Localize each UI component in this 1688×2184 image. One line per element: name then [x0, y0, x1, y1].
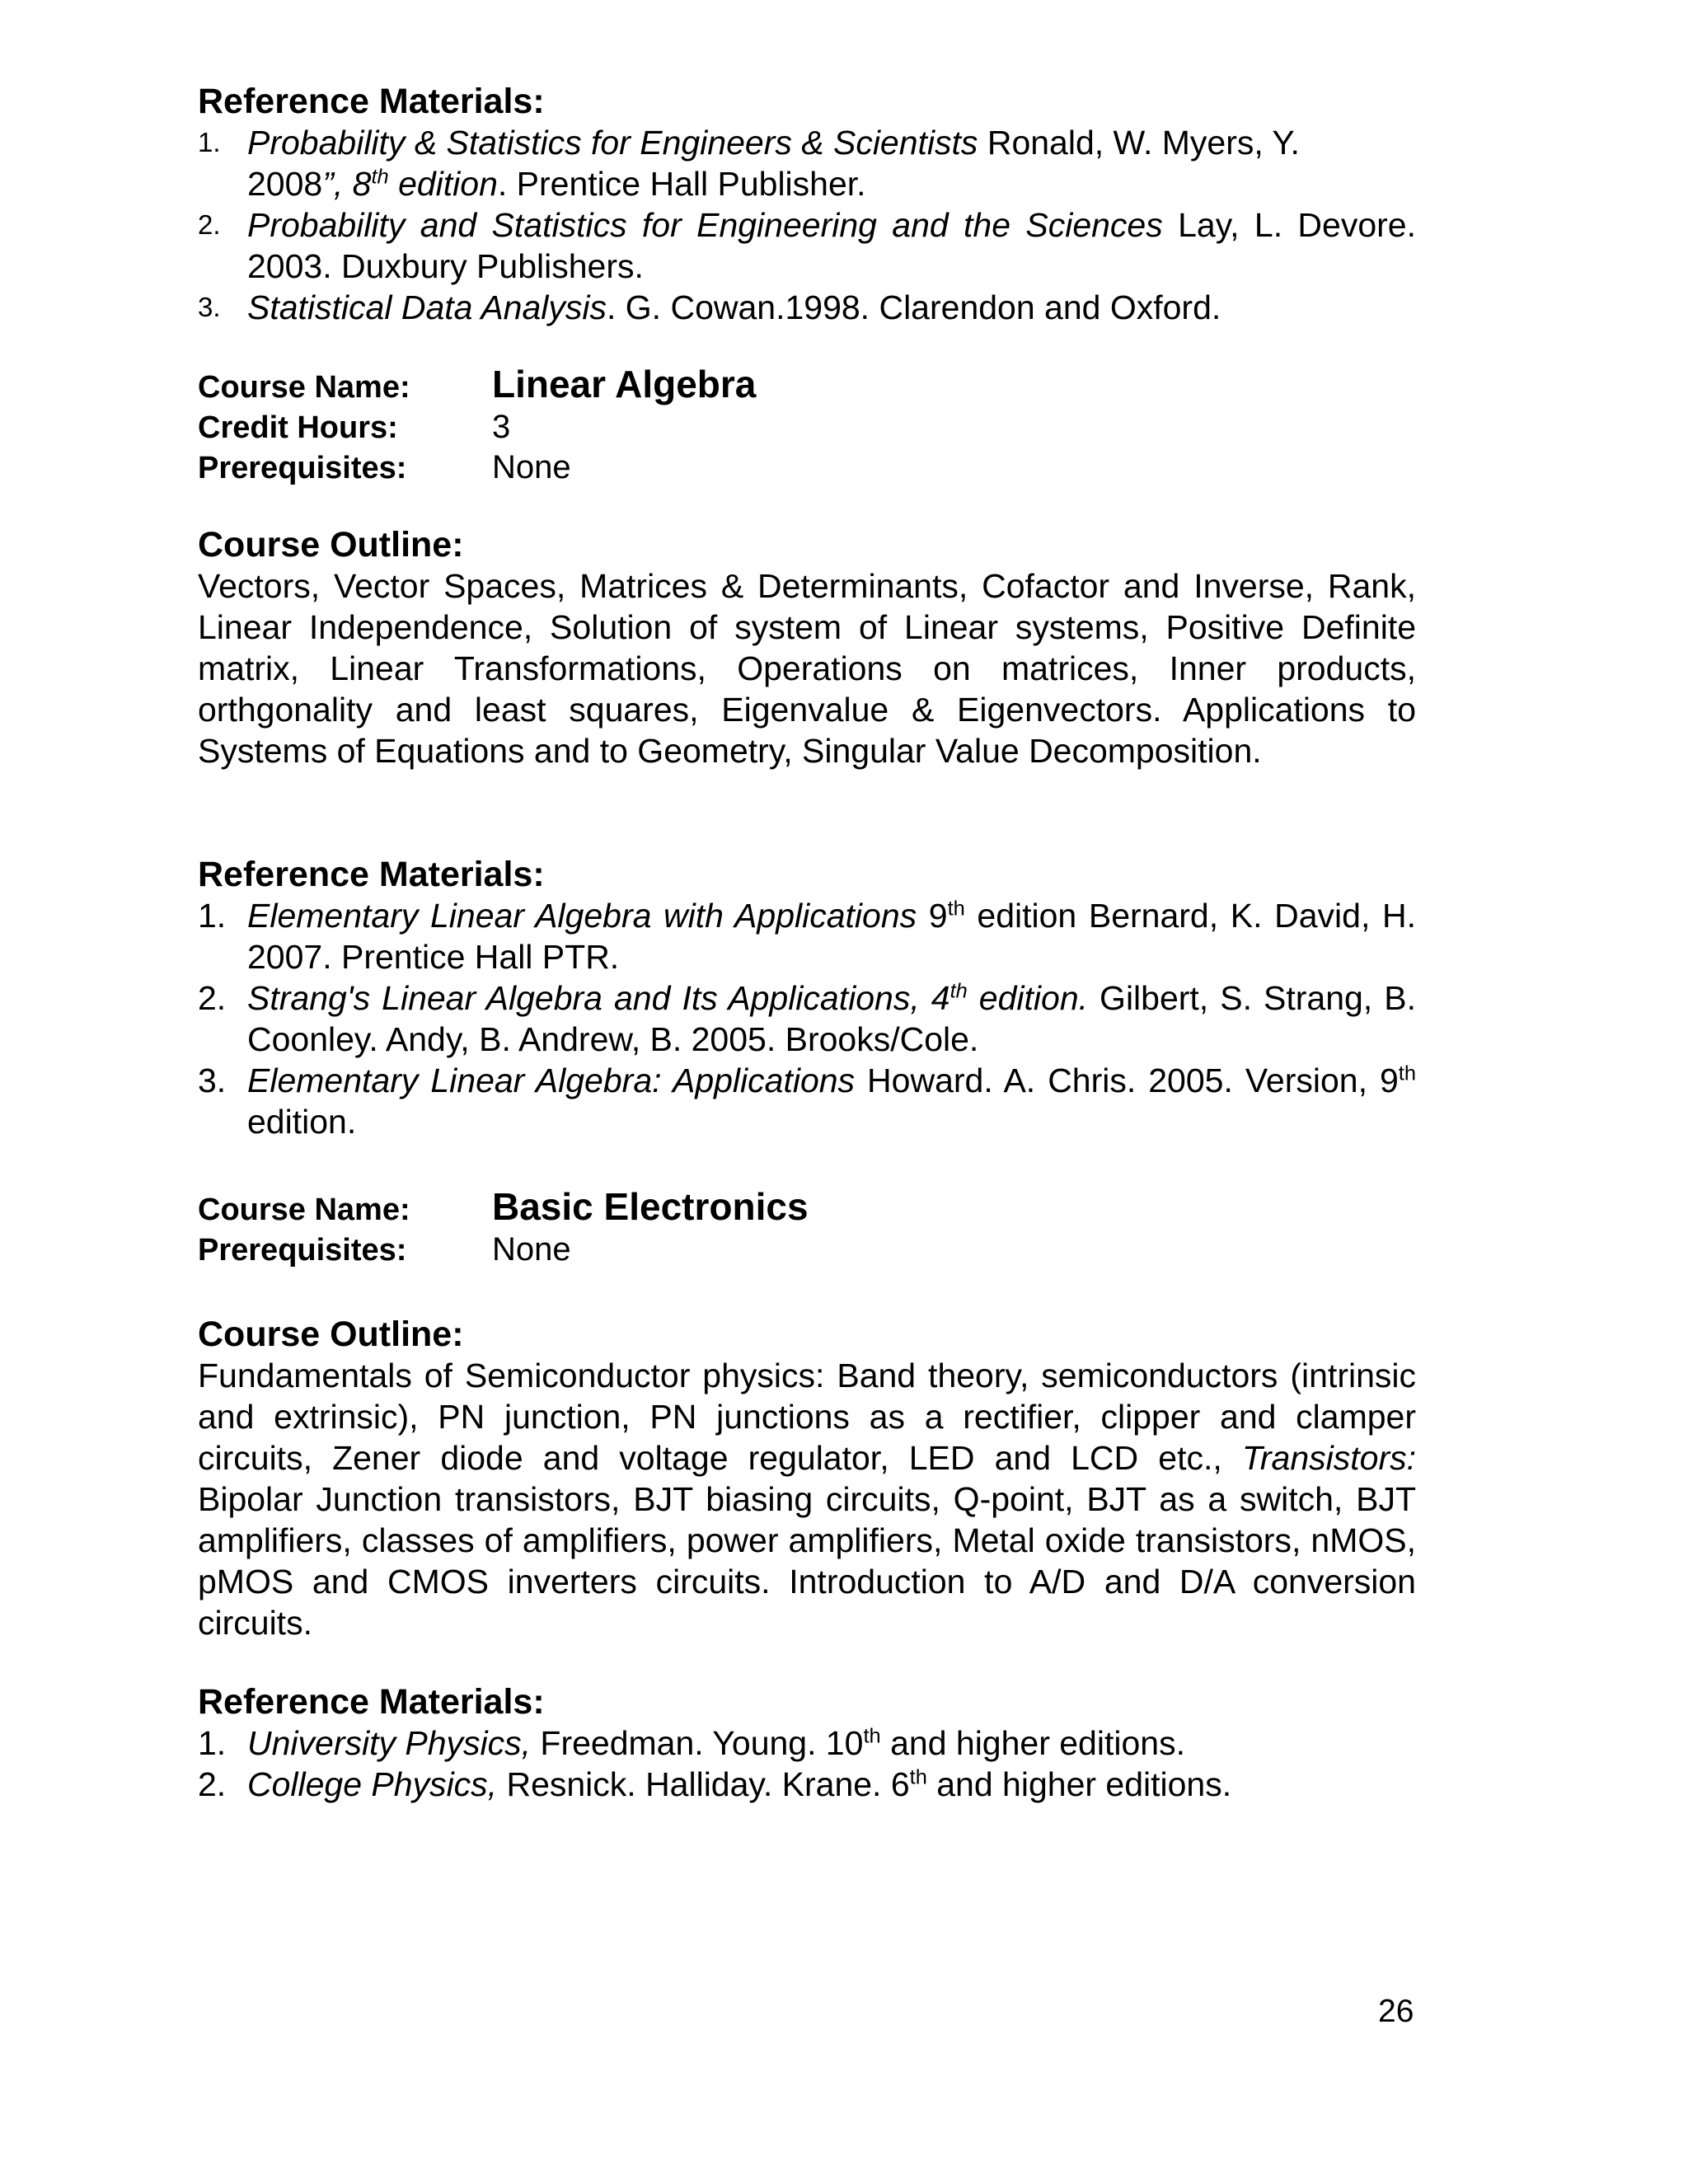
course-info-basic-electronics: [198, 1187, 1416, 1270]
list-number: 1.: [198, 1724, 227, 1762]
prerequisites-row: [198, 1230, 1416, 1270]
reference-title: Probability and Statistics for Engineering and the Sciences: [247, 206, 1163, 244]
course-name: Basic Electronics: [492, 1185, 809, 1228]
reference-details: Howard. A. Chris. 2005. Version, 9: [855, 1062, 1399, 1099]
edition-sup: th: [863, 1724, 881, 1748]
reference-details: Ronald, W. Myers, Y.: [978, 124, 1300, 162]
list-number: 2.: [198, 1765, 227, 1803]
course-outline-text: Vectors, Vector Spaces, Matrices & Determinants, Cofactor and Inverse, Rank, Linear Independence, Solution of system of Linear systems, Positive Definite matrix, Linear Transformations, Operations on matrices, Inner products, orthgonality and least squares, Eigenvalue & Eigenvectors. Applications to Systems of Equations and to Geometry, Singular Value Decomposition.: [198, 567, 1416, 770]
reference-title: Elementary Linear Algebra with Applications: [247, 897, 917, 935]
edition-sup: th: [371, 165, 389, 189]
course-name-label: Course Name:: [198, 370, 410, 405]
reference-edition: edition.: [247, 1103, 357, 1141]
course-outline-text: [198, 1355, 1416, 1643]
page-number: 26: [1378, 1994, 1414, 2029]
prerequisites-value: None: [492, 1231, 571, 1268]
reference-details: Lay, L. Devore. 2003. Duxbury Publishers.: [247, 206, 1416, 285]
prerequisites-value: None: [492, 449, 571, 485]
edition-sup: th: [947, 897, 965, 921]
outline-transistors-label: Transistors:: [1241, 1439, 1416, 1477]
edition-sup: th: [909, 1765, 927, 1789]
course-name: Linear Algebra: [492, 363, 757, 405]
prerequisites-row: [198, 448, 1416, 488]
list-number: 1.: [198, 127, 221, 157]
reference-title: University Physics,: [247, 1724, 532, 1762]
list-number: 1.: [198, 897, 227, 935]
list-number: 3.: [198, 292, 221, 322]
reference-details: Gilbert, S. Strang, B. Coonley. Andy, B. Andrew, B. 2005. Brooks/Cole.: [247, 979, 1416, 1058]
edition-sup: th: [1398, 1062, 1416, 1085]
prerequisites-label: Prerequisites:: [198, 451, 407, 485]
reference-materials-heading: Reference Materials:: [198, 855, 545, 894]
course-name-row: [198, 364, 1416, 407]
reference-title: College Physics,: [247, 1765, 498, 1803]
credit-hours-row: [198, 407, 1416, 448]
outline-part-b: Bipolar Junction transistors, BJT biasing circuits, Q-point, BJT as a switch, BJT amplifiers, classes of amplifiers, power amplifiers, Metal oxide transistors, nMOS, pMOS and CMOS inverters circuits. Introduction to A/D and D/A conversion circuits.: [198, 1480, 1416, 1642]
reference-materials-heading: Reference Materials:: [198, 1682, 545, 1722]
reference-item: [198, 122, 1416, 204]
course-outline-heading: Course Outline:: [198, 525, 464, 565]
reference-item: [198, 1764, 1416, 1805]
reference-title: Strang's Linear Algebra and Its Applications, 4: [247, 979, 950, 1017]
reference-details: Freedman. Young. 10: [531, 1724, 864, 1762]
reference-title: Probability & Statistics for Engineers & Scientists: [247, 124, 978, 162]
reference-details: Resnick. Halliday. Krane. 6: [497, 1765, 910, 1803]
reference-year: 2008: [247, 165, 323, 203]
list-number: 2.: [198, 979, 227, 1017]
list-number: 3.: [198, 1062, 227, 1099]
reference-title: Elementary Linear Algebra: Applications: [247, 1062, 856, 1099]
reference-title: Statistical Data Analysis: [247, 288, 607, 326]
reference-item: [198, 1722, 1416, 1764]
reference-item: [198, 977, 1416, 1060]
outline-part-a: Fundamentals of Semiconductor physics: Band theory, semiconductors (intrinsic and extrinsic), PN junction, PN junctions as a rectifier, clipper and clamper circuits, Zener diode and voltage regulator, LED and LCD etc.,: [198, 1357, 1416, 1477]
course-outline-heading: Course Outline:: [198, 1315, 464, 1354]
reference-materials-heading: Reference Materials:: [198, 82, 545, 121]
reference-edition-word: edition: [388, 165, 498, 203]
reference-edition: and higher editions.: [926, 1765, 1232, 1803]
course-name-label: Course Name:: [198, 1193, 410, 1227]
reference-edition: and higher editions.: [880, 1724, 1185, 1762]
reference-details: . G. Cowan.1998. Clarendon and Oxford.: [607, 288, 1221, 326]
reference-edition: 9: [917, 897, 948, 935]
course-name-row: [198, 1187, 1416, 1230]
credit-hours-value: 3: [492, 409, 511, 445]
prerequisites-label: Prerequisites:: [198, 1233, 407, 1268]
reference-list: [198, 895, 1416, 1142]
edition-sup: th: [950, 979, 968, 1003]
credit-hours-label: Credit Hours:: [198, 410, 398, 445]
reference-publisher: . Prentice Hall Publisher.: [497, 165, 866, 203]
course-info-linear-algebra: [198, 364, 1416, 488]
reference-details: edition Bernard, K. David, H. 2007. Prentice Hall PTR.: [247, 897, 1416, 976]
reference-list: [198, 122, 1416, 328]
reference-edition: edition.: [967, 979, 1089, 1017]
reference-item: [198, 287, 1416, 328]
reference-item: [198, 1060, 1416, 1142]
reference-edition: ”, 8: [322, 165, 372, 203]
reference-list: [198, 1722, 1416, 1805]
list-number: 2.: [198, 209, 221, 240]
reference-item: [198, 204, 1416, 287]
reference-item: [198, 895, 1416, 977]
